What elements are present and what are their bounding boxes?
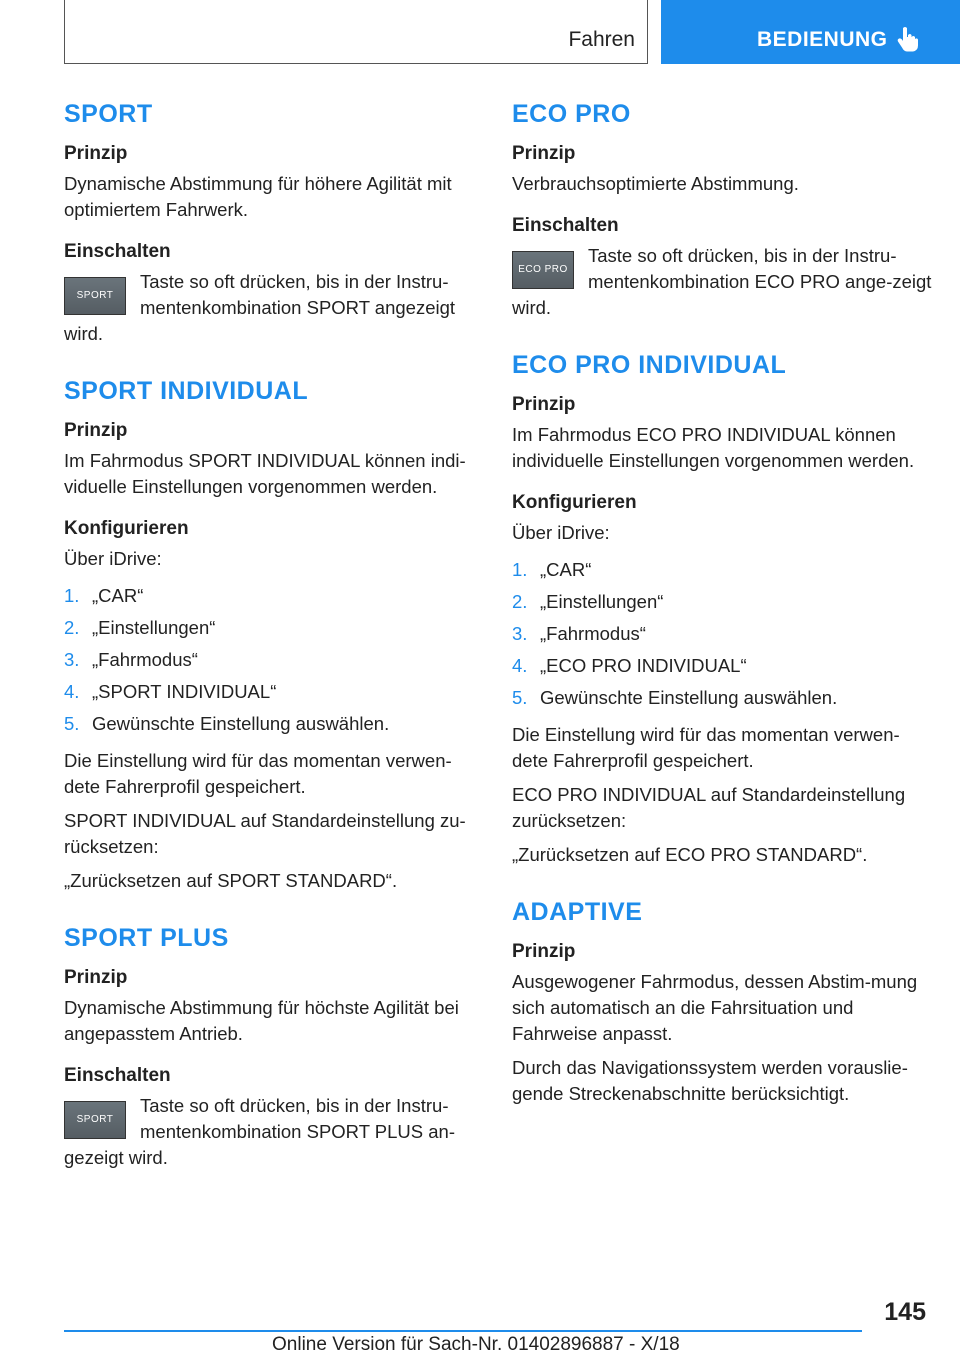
subheading: Einschalten [64,1065,171,1086]
subheading: Prinzip [64,967,128,988]
section-title: ECO PRO INDIVIDUAL [512,351,787,379]
instruction-text: Taste so oft drücken, bis in der Instru‐mentenkombination SPORT angezeigt wird. [64,271,456,344]
list-item: 1. „CAR“ [512,559,592,580]
section-title: ADAPTIVE [512,898,643,926]
paragraph: Dynamische Abstimmung für höchste Agilität bei angepasstem Antrieb. [64,997,459,1044]
paragraph: Über iDrive: [512,522,610,543]
paragraph: Verbrauchsoptimierte Abstimmung. [512,173,799,194]
section-title: ECO PRO [512,100,631,128]
list-item: 1. „CAR“ [64,585,144,606]
subheading: Einschalten [512,215,619,236]
paragraph: Über iDrive: [64,548,162,569]
header-chapter-tab [661,0,960,64]
subheading: Einschalten [64,241,171,262]
section-eco-pro-individual [512,351,932,868]
paragraph: ECO PRO INDIVIDUAL auf Standardeinstellung zurücksetzen: [512,784,906,831]
subheading: Prinzip [512,394,576,415]
section-title: SPORT INDIVIDUAL [64,377,309,405]
section-eco-pro [512,100,932,321]
instruction-with-button [64,269,484,347]
instruction-with-button [64,1093,484,1171]
list-item: 2. „Einstellungen“ [64,617,216,638]
list-item: 4. „ECO PRO INDIVIDUAL“ [512,655,747,676]
list-item: 3. „Fahrmodus“ [512,623,646,644]
subheading: Prinzip [64,420,128,441]
paragraph: SPORT INDIVIDUAL auf Standardeinstellung zu‐rücksetzen: [64,810,466,857]
instruction-with-button [512,243,932,321]
subheading: Prinzip [64,143,128,164]
paragraph: Ausgewogener Fahrmodus, dessen Abstim‐mung sich automatisch an die Fahrsituation und Fahrweise anpasst. [512,971,918,1044]
right-column [512,100,932,1137]
steps-list [64,580,484,740]
paragraph: Im Fahrmodus ECO PRO INDIVIDUAL können individuelle Einstellungen vorgenommen werden. [512,424,915,471]
page-number: 145 [884,1298,926,1326]
hand-pointer-icon [897,26,919,52]
section-title: SPORT [64,100,153,128]
list-item: 5. Gewünschte Einstellung auswählen. [512,687,838,708]
subheading: Prinzip [512,143,576,164]
instruction-text: Taste so oft drücken, bis in der Instru‐mentenkombination SPORT PLUS an‐gezeigt wird. [64,1095,456,1168]
footer-version-text: Online Version für Sach-Nr. 01402896887 - X/18 [272,1334,680,1355]
footer-divider [64,1330,862,1332]
header-chapter-label: BEDIENUNG [757,28,888,51]
list-item: 4. „SPORT INDIVIDUAL“ [64,681,277,702]
list-item: 3. „Fahrmodus“ [64,649,198,670]
steps-list [512,554,932,714]
paragraph: Durch das Navigationssystem werden vorauslie‐gende Streckenabschnitte berücksichtigt. [512,1057,908,1104]
header-section-tab [64,0,648,64]
paragraph: „Zurücksetzen auf ECO PRO STANDARD“. [512,844,868,865]
paragraph: „Zurücksetzen auf SPORT STANDARD“. [64,870,398,891]
section-adaptive [512,898,932,1107]
section-title: SPORT PLUS [64,924,229,952]
paragraph: Die Einstellung wird für das momentan verwen‐dete Fahrerprofil gespeichert. [512,724,900,771]
sport-button-image: SPORT [64,277,126,315]
subheading: Konfigurieren [512,492,637,513]
list-item: 5. Gewünschte Einstellung auswählen. [64,713,390,734]
paragraph: Dynamische Abstimmung für höhere Agilität mit optimiertem Fahrwerk. [64,173,452,220]
section-sport-plus [64,924,484,1171]
sport-button-image: SPORT [64,1101,126,1139]
paragraph: Im Fahrmodus SPORT INDIVIDUAL können indi‐viduelle Einstellungen vorgenommen werden. [64,450,466,497]
paragraph: Die Einstellung wird für das momentan verwen‐dete Fahrerprofil gespeichert. [64,750,452,797]
subheading: Prinzip [512,941,576,962]
header-section-label: Fahren [568,28,635,51]
section-sport-individual [64,377,484,894]
instruction-text: Taste so oft drücken, bis in der Instru‐mentenkombination ECO PRO ange‐zeigt wird. [512,245,932,318]
subheading: Konfigurieren [64,518,189,539]
section-sport [64,100,484,347]
left-column [64,100,484,1201]
list-item: 2. „Einstellungen“ [512,591,664,612]
eco-pro-button-image: ECO PRO [512,251,574,289]
